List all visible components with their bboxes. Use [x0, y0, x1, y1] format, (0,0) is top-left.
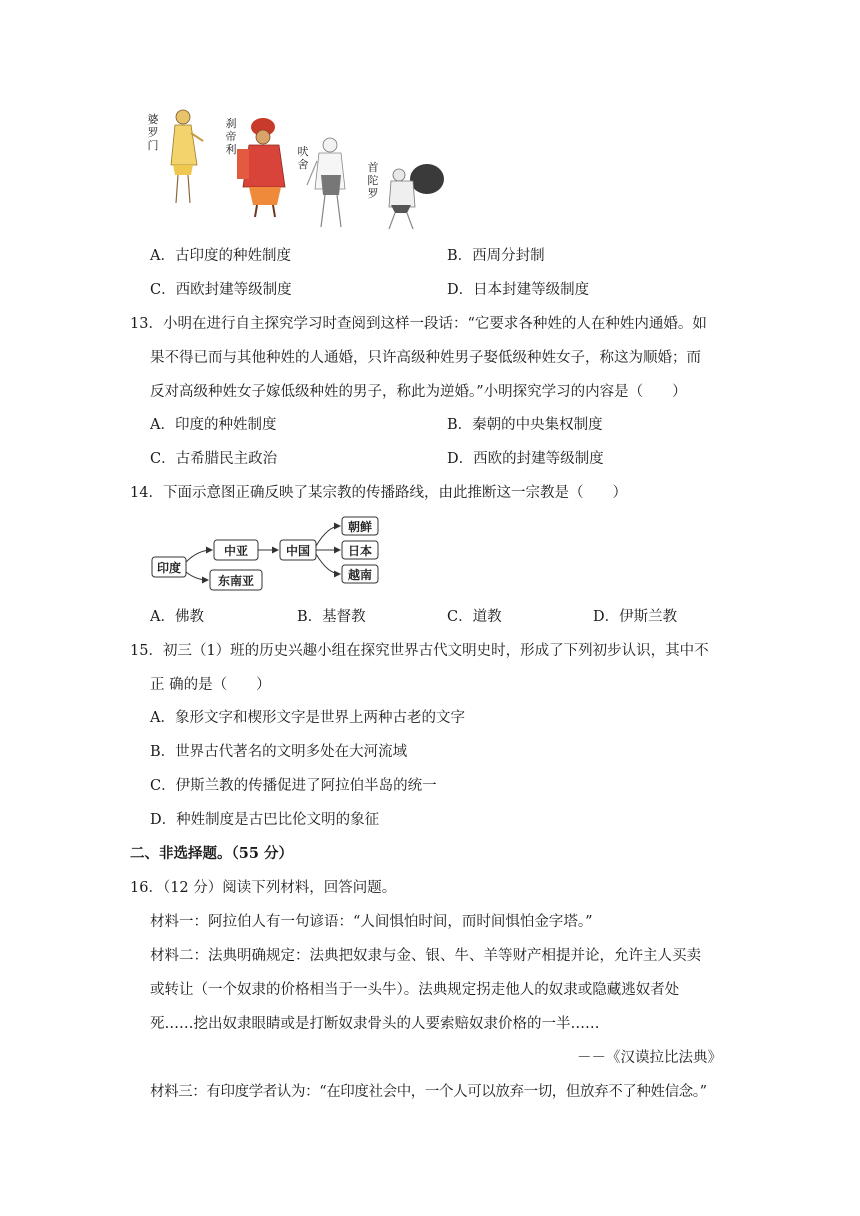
q16-material2-line2: 或转让（一个奴隶的价格相当于一头牛）。法典规定拐走他人的奴隶或隐藏逃奴者处 — [150, 982, 680, 998]
node-china: 中国 — [285, 544, 311, 558]
q13-stem-line3: 反对高级种姓女子嫁低级种姓的男子，称此为逆婚。”小明探究学习的内容是（ ） — [150, 384, 687, 400]
arrow-india-southeast-asia — [186, 572, 208, 580]
arrow-china-vietnam — [316, 554, 340, 574]
q12-option-a: A．古印度的种姓制度 — [150, 248, 291, 264]
q13-option-a: A．印度的种姓制度 — [150, 417, 277, 433]
q15-stem-line1: 15．初三（1）班的历史兴趣小组在探究世界古代文明史时，形成了下列初步认识，其中不 — [130, 643, 709, 659]
node-korea: 朝鲜 — [347, 520, 373, 534]
q12-option-c: C．西欧封建等级制度 — [150, 282, 292, 298]
shudra-figure — [389, 164, 444, 229]
q14-option-b: B．基督教 — [297, 609, 366, 625]
q14-option-a: A．佛教 — [150, 609, 204, 625]
q15-option-d: D．种姓制度是古巴比伦文明的象征 — [150, 812, 380, 828]
caste-figures-drawing — [145, 105, 445, 235]
q13-option-b: B．秦朝的中央集权制度 — [447, 417, 603, 433]
node-southeast-asia: 东南亚 — [217, 574, 255, 588]
q15-option-c: C．伊斯兰教的传播促进了阿拉伯半岛的统一 — [150, 778, 437, 794]
node-vietnam: 越南 — [347, 568, 373, 582]
q13-stem-line1: 13．小明在进行自主探究学习时查阅到这样一段话：“它要求各种姓的人在种姓内通婚。如 — [130, 316, 707, 332]
q15-option-b: B．世界古代著名的文明多处在大河流域 — [150, 744, 408, 760]
q14-option-c: C．道教 — [447, 609, 502, 625]
q15-option-a: A．象形文字和楔形文字是世界上两种古老的文字 — [150, 710, 465, 726]
q16-material2-line3: 死……挖出奴隶眼睛或是打断奴隶骨头的人要索赔奴隶价格的一半…… — [150, 1016, 600, 1032]
arrow-india-central-asia — [186, 550, 212, 562]
q13-stem-line2: 果不得已而与其他种姓的人通婚，只许高级种姓男子娶低级种姓女子，称这为顺婚；而 — [150, 350, 701, 366]
caste-label-kshatriya: 刹帝利 — [225, 117, 237, 156]
vaishya-figure — [307, 138, 345, 227]
q12-option-b: B．西周分封制 — [447, 248, 545, 264]
religion-spread-diagram — [150, 514, 390, 594]
caste-illustration — [145, 105, 445, 235]
node-japan: 日本 — [347, 544, 373, 558]
section-title: 二、非选择题。（55 分） — [130, 845, 293, 862]
q14-stem: 14．下面示意图正确反映了某宗教的传播路线，由此推断这一宗教是（ ） — [130, 485, 627, 501]
q16-material1: 材料一：阿拉伯人有一句谚语：“人间惧怕时间，而时间惧怕金字塔。” — [150, 914, 593, 930]
q12-option-d: D．日本封建等级制度 — [447, 282, 590, 298]
q14-option-d: D．伊斯兰教 — [593, 609, 678, 625]
q16-material3: 材料三：有印度学者认为：“在印度社会中，一个人可以放弃一切，但放弃不了种姓信念。” — [150, 1084, 707, 1100]
caste-label-shudra: 首陀罗 — [367, 161, 379, 200]
caste-label-vaishya: 吠舍 — [297, 145, 309, 171]
caste-label-brahmin: 婆罗门 — [147, 113, 159, 152]
brahmin-figure — [171, 110, 203, 203]
q13-option-d: D．西欧的封建等级制度 — [447, 451, 604, 467]
arrow-china-korea — [316, 526, 340, 546]
q16-material2-line1: 材料二：法典明确规定：法典把奴隶与金、银、牛、羊等财产相提并论，允许主人买卖 — [150, 948, 701, 964]
kshatriya-figure — [237, 118, 285, 217]
q15-stem-line2: 正 确的是（ ） — [150, 677, 271, 693]
q13-option-c: C．古希腊民主政治 — [150, 451, 278, 467]
node-india: 印度 — [156, 561, 182, 575]
node-central-asia: 中亚 — [223, 544, 249, 558]
q16-stem: 16．（12 分）阅读下列材料，回答问题。 — [130, 880, 397, 896]
q16-material2-source: －－《汉谟拉比法典》 — [577, 1050, 722, 1066]
